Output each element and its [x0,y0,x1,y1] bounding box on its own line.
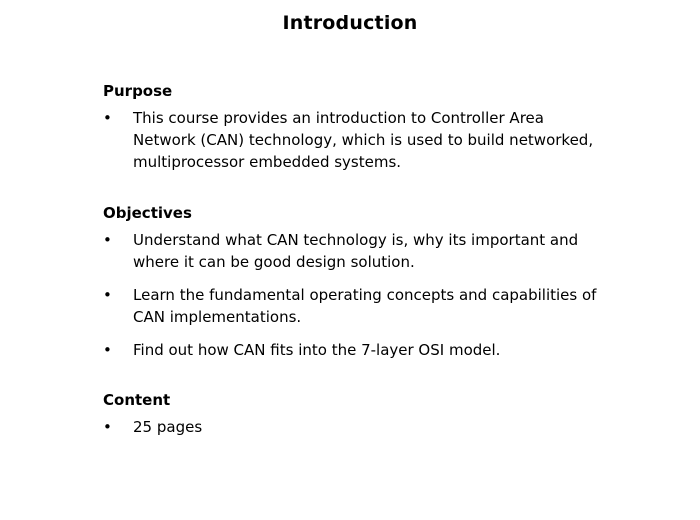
section-objectives [103,204,645,361]
section-purpose [103,82,645,173]
bullet-list-purpose [103,107,645,173]
bullet-text: Learn the fundamental operating concepts and capabilities of CAN implementations. [133,286,597,326]
section-content [103,391,645,438]
bullet-icon: • [103,341,112,359]
list-item [103,284,645,328]
bullet-text: Understand what CAN technology is, why its important and where it can be good design solution. [133,231,579,271]
list-item [103,229,645,273]
bullet-text: 25 pages [133,418,203,436]
list-item [103,416,645,438]
section-heading-content: Content [103,391,171,409]
bullet-icon: • [103,231,112,249]
bullet-icon: • [103,109,112,127]
section-heading-purpose: Purpose [103,82,173,100]
section-heading-objectives: Objectives [103,204,192,222]
bullet-text: Find out how CAN fits into the 7-layer OSI model. [133,341,501,359]
bullet-list-content [103,416,645,438]
spacer [103,184,645,204]
slide [0,12,700,520]
spacer [103,372,645,391]
bullet-icon: • [103,286,112,304]
slide-body [0,82,700,438]
bullet-text: This course provides an introduction to Controller Area Network (CAN) technology, which is used to build networked, multiprocessor embedded systems. [133,109,594,171]
list-item [103,107,645,173]
bullet-icon: • [103,418,112,436]
page-title: Introduction [282,12,418,34]
list-item [103,339,645,361]
bullet-list-objectives [103,229,645,361]
